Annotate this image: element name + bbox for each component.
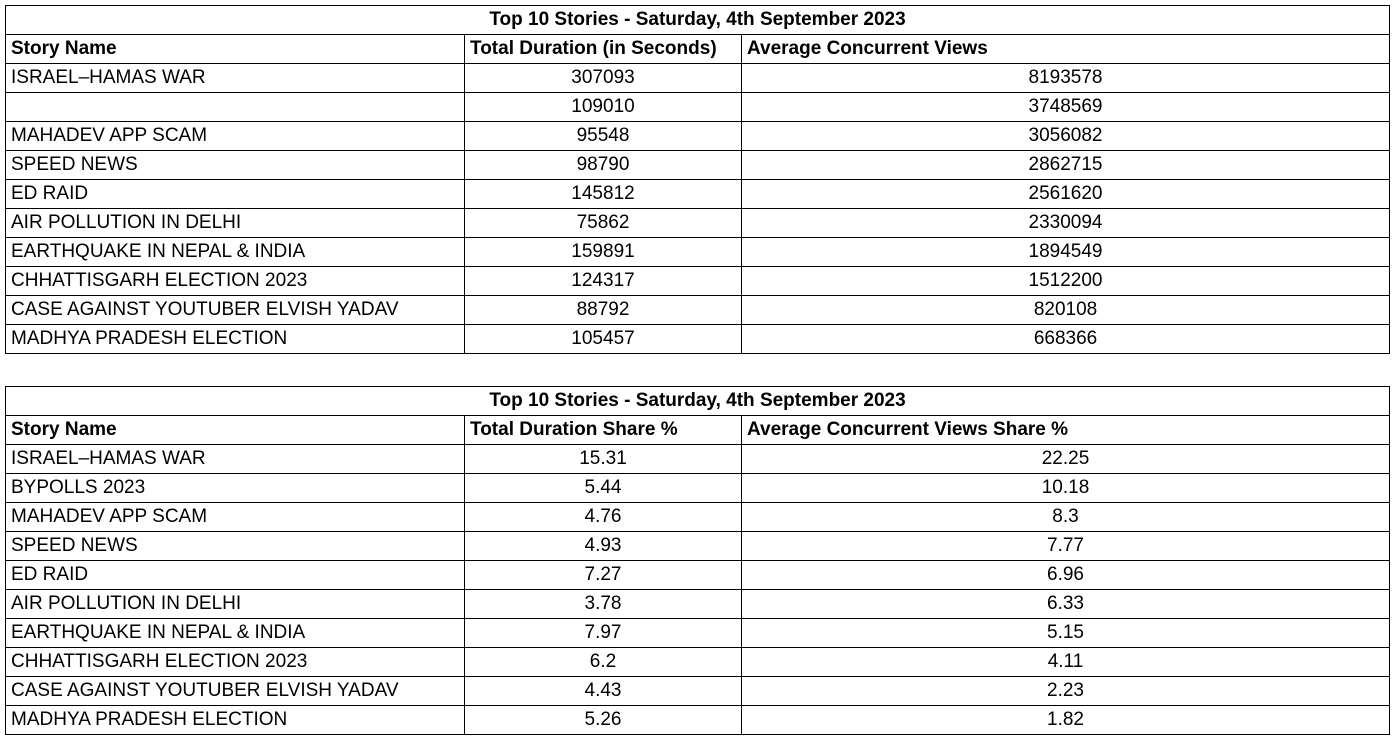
views-cell: 1894549 bbox=[742, 238, 1390, 267]
table-row bbox=[6, 296, 1390, 325]
duration-cell: 5.26 bbox=[465, 706, 742, 735]
table-row bbox=[6, 474, 1390, 503]
story-name-cell: CASE AGAINST YOUTUBER ELVISH YADAV bbox=[6, 677, 465, 706]
column-header-story-name: Story Name bbox=[6, 35, 465, 64]
duration-cell: 4.43 bbox=[465, 677, 742, 706]
table-row bbox=[6, 561, 1390, 590]
views-cell: 820108 bbox=[742, 296, 1390, 325]
views-cell: 4.11 bbox=[742, 648, 1390, 677]
duration-cell: 145812 bbox=[465, 180, 742, 209]
duration-cell: 7.97 bbox=[465, 619, 742, 648]
column-header-duration-share: Total Duration Share % bbox=[465, 416, 742, 445]
duration-cell: 5.44 bbox=[465, 474, 742, 503]
story-name-cell: ISRAEL–HAMAS WAR bbox=[6, 64, 465, 93]
views-cell: 1512200 bbox=[742, 267, 1390, 296]
table-row bbox=[6, 180, 1390, 209]
duration-cell: 4.76 bbox=[465, 503, 742, 532]
column-header-story-name: Story Name bbox=[6, 416, 465, 445]
views-cell: 668366 bbox=[742, 325, 1390, 354]
duration-cell: 105457 bbox=[465, 325, 742, 354]
story-name-cell: CASE AGAINST YOUTUBER ELVISH YADAV bbox=[6, 296, 465, 325]
duration-cell: 95548 bbox=[465, 122, 742, 151]
table-row bbox=[6, 267, 1390, 296]
table-body bbox=[6, 445, 1390, 735]
table-row bbox=[6, 209, 1390, 238]
table-row bbox=[6, 590, 1390, 619]
duration-cell: 88792 bbox=[465, 296, 742, 325]
duration-cell: 159891 bbox=[465, 238, 742, 267]
table-title: Top 10 Stories - Saturday, 4th September 2023 bbox=[6, 387, 1390, 416]
story-name-cell: AIR POLLUTION IN DELHI bbox=[6, 209, 465, 238]
table-row bbox=[6, 706, 1390, 735]
column-header-average-views: Average Concurrent Views bbox=[742, 35, 1390, 64]
views-cell: 6.96 bbox=[742, 561, 1390, 590]
duration-cell: 98790 bbox=[465, 151, 742, 180]
views-cell: 3056082 bbox=[742, 122, 1390, 151]
table-row bbox=[6, 238, 1390, 267]
story-name-cell: EARTHQUAKE IN NEPAL & INDIA bbox=[6, 238, 465, 267]
table-row bbox=[6, 122, 1390, 151]
column-header-total-duration: Total Duration (in Seconds) bbox=[465, 35, 742, 64]
views-cell: 2.23 bbox=[742, 677, 1390, 706]
story-name-cell: SPEED NEWS bbox=[6, 532, 465, 561]
views-cell: 8.3 bbox=[742, 503, 1390, 532]
stories-share-table bbox=[5, 386, 1390, 735]
views-cell: 8193578 bbox=[742, 64, 1390, 93]
story-name-cell: MAHADEV APP SCAM bbox=[6, 503, 465, 532]
story-name-cell: ED RAID bbox=[6, 561, 465, 590]
views-cell: 1.82 bbox=[742, 706, 1390, 735]
views-cell: 2862715 bbox=[742, 151, 1390, 180]
views-cell: 7.77 bbox=[742, 532, 1390, 561]
duration-cell: 124317 bbox=[465, 267, 742, 296]
story-name-cell: AIR POLLUTION IN DELHI bbox=[6, 590, 465, 619]
table-row bbox=[6, 648, 1390, 677]
table-row bbox=[6, 677, 1390, 706]
duration-cell: 4.93 bbox=[465, 532, 742, 561]
column-header-views-share: Average Concurrent Views Share % bbox=[742, 416, 1390, 445]
table-row bbox=[6, 532, 1390, 561]
story-name-cell: EARTHQUAKE IN NEPAL & INDIA bbox=[6, 619, 465, 648]
views-cell: 10.18 bbox=[742, 474, 1390, 503]
duration-cell: 109010 bbox=[465, 93, 742, 122]
duration-cell: 7.27 bbox=[465, 561, 742, 590]
stories-views-table bbox=[5, 5, 1390, 354]
views-cell: 2561620 bbox=[742, 180, 1390, 209]
header-row bbox=[6, 416, 1390, 445]
story-name-cell: CHHATTISGARH ELECTION 2023 bbox=[6, 648, 465, 677]
table-row bbox=[6, 64, 1390, 93]
duration-cell: 3.78 bbox=[465, 590, 742, 619]
story-name-cell bbox=[6, 93, 465, 122]
views-cell: 3748569 bbox=[742, 93, 1390, 122]
table-title: Top 10 Stories - Saturday, 4th September 2023 bbox=[6, 6, 1390, 35]
story-name-cell: MADHYA PRADESH ELECTION bbox=[6, 325, 465, 354]
views-cell: 6.33 bbox=[742, 590, 1390, 619]
table-row bbox=[6, 503, 1390, 532]
story-name-cell: ED RAID bbox=[6, 180, 465, 209]
duration-cell: 307093 bbox=[465, 64, 742, 93]
table-row bbox=[6, 151, 1390, 180]
table-row bbox=[6, 93, 1390, 122]
header-row bbox=[6, 35, 1390, 64]
table-row bbox=[6, 445, 1390, 474]
table-row bbox=[6, 619, 1390, 648]
duration-cell: 75862 bbox=[465, 209, 742, 238]
story-name-cell: MAHADEV APP SCAM bbox=[6, 122, 465, 151]
table-body bbox=[6, 64, 1390, 354]
views-cell: 2330094 bbox=[742, 209, 1390, 238]
story-name-cell: MADHYA PRADESH ELECTION bbox=[6, 706, 465, 735]
views-cell: 5.15 bbox=[742, 619, 1390, 648]
story-name-cell: ISRAEL–HAMAS WAR bbox=[6, 445, 465, 474]
story-name-cell: CHHATTISGARH ELECTION 2023 bbox=[6, 267, 465, 296]
views-cell: 22.25 bbox=[742, 445, 1390, 474]
table-row bbox=[6, 325, 1390, 354]
duration-cell: 15.31 bbox=[465, 445, 742, 474]
story-name-cell: BYPOLLS 2023 bbox=[6, 474, 465, 503]
duration-cell: 6.2 bbox=[465, 648, 742, 677]
story-name-cell: SPEED NEWS bbox=[6, 151, 465, 180]
